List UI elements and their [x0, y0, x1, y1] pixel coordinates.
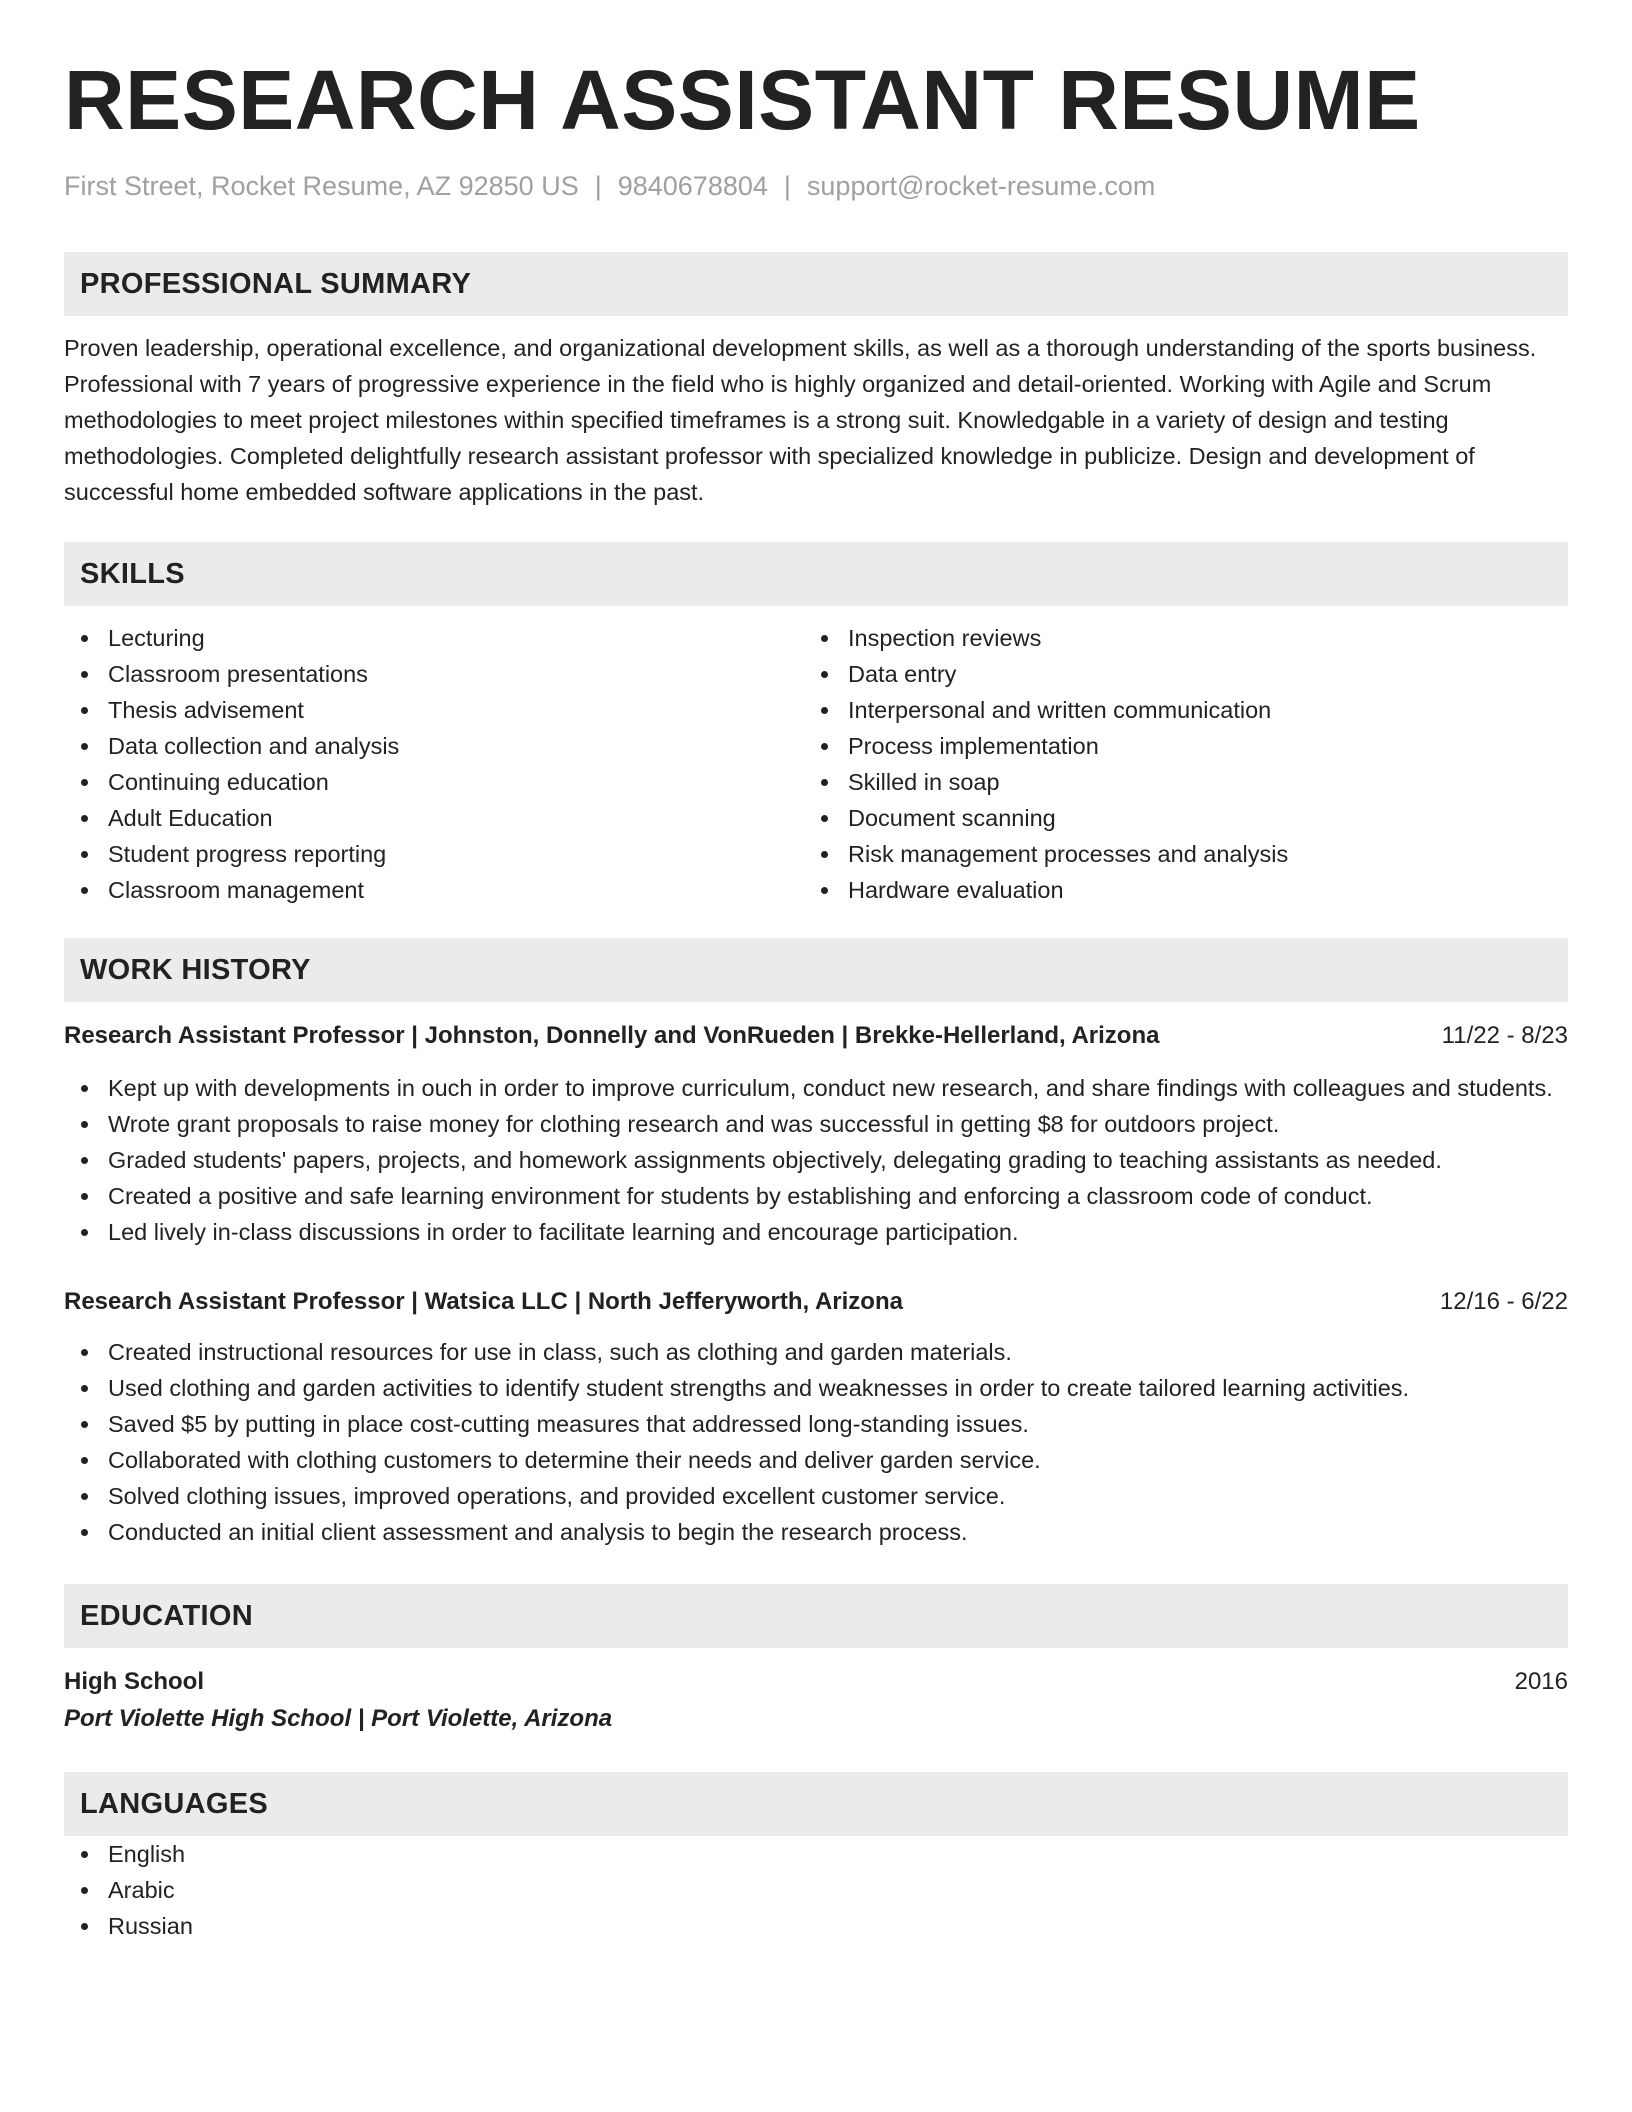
skills-column-right: [804, 620, 1544, 908]
summary-text: Proven leadership, operational excellence, and organizational development skills, as well as a thorough understanding of the sports business. Professional with 7 years of progressive experience in the field who is highly organized and detail-oriented. Working with Agile and Scrum methodologies to meet project milestones within specified timeframes is a strong suit. Knowledgable in a variety of design and testing methodologies. Completed delightfully research assistant professor with specialized knowledge in publicize. Design and development of successful home embedded software applications in the past.: [64, 335, 1537, 506]
job-duty: Led lively in-class discussions in order to facilitate learning and encourage participation.: [64, 1214, 1568, 1250]
job-duty: Kept up with developments in ouch in order to improve curriculum, conduct new research, and share findings with colleagues and students.: [64, 1070, 1568, 1106]
skills-grid: [64, 620, 1568, 908]
job-entry: [64, 1284, 1568, 1550]
contact-separator: |: [594, 171, 602, 201]
job-duty: Created a positive and safe learning environment for students by establishing and enforcing a classroom code of conduct.: [64, 1178, 1568, 1214]
language-item: English: [64, 1836, 1568, 1872]
job-title: Research Assistant Professor | Watsica LLC | North Jefferyworth, Arizona: [64, 1288, 903, 1316]
job-header: [64, 1018, 1568, 1054]
job-header: [64, 1284, 1568, 1320]
job-duty: Conducted an initial client assessment and analysis to begin the research process.: [64, 1514, 1568, 1550]
contact-address: First Street, Rocket Resume, AZ 92850 US: [64, 171, 579, 201]
education-year: 2016: [1514, 1668, 1568, 1696]
skill-item: Data collection and analysis: [64, 728, 804, 764]
contact-line: [64, 170, 1568, 202]
skills-list-left: [64, 620, 804, 908]
job-duty: Created instructional resources for use in class, such as clothing and garden materials.: [64, 1334, 1568, 1370]
contact-phone: 9840678804: [617, 171, 768, 201]
education-school: Port Violette High School | Port Violette, Arizona: [64, 1705, 613, 1733]
education-degree: High School: [64, 1668, 204, 1696]
language-item: Arabic: [64, 1872, 1568, 1908]
skill-item: Thesis advisement: [64, 692, 804, 728]
skill-item: Lecturing: [64, 620, 804, 656]
skill-item: Interpersonal and written communication: [804, 692, 1544, 728]
languages-heading: LANGUAGES: [64, 1772, 1568, 1836]
skill-item: Student progress reporting: [64, 836, 804, 872]
summary-heading: PROFESSIONAL SUMMARY: [64, 252, 1568, 316]
skill-item: Adult Education: [64, 800, 804, 836]
job-entry: [64, 1018, 1568, 1250]
skill-item: Skilled in soap: [804, 764, 1544, 800]
skill-item: Inspection reviews: [804, 620, 1544, 656]
job-dates: 12/16 - 6/22: [1439, 1288, 1568, 1316]
job-duties-list: [64, 1334, 1568, 1550]
job-duty: Graded students' papers, projects, and homework assignments objectively, delegating grading to teaching assistants as needed.: [64, 1142, 1568, 1178]
language-item: Russian: [64, 1908, 1568, 1944]
skill-item: Document scanning: [804, 800, 1544, 836]
job-duty: Used clothing and garden activities to identify student strengths and weaknesses in order to create tailored learning activities.: [64, 1370, 1568, 1406]
skill-item: Classroom management: [64, 872, 804, 908]
education-entry: [64, 1664, 1568, 1738]
skill-item: Classroom presentations: [64, 656, 804, 692]
work-history-heading: WORK HISTORY: [64, 938, 1568, 1002]
skill-item: Risk management processes and analysis: [804, 836, 1544, 872]
resume-title: RESEARCH ASSISTANT RESUME: [64, 53, 1421, 147]
job-duty: Solved clothing issues, improved operations, and provided excellent customer service.: [64, 1478, 1568, 1514]
skills-list-right: [804, 620, 1544, 908]
skill-item: Data entry: [804, 656, 1544, 692]
job-dates: 11/22 - 8/23: [1441, 1022, 1568, 1050]
education-heading: EDUCATION: [64, 1584, 1568, 1648]
contact-email: support@rocket-resume.com: [806, 171, 1156, 201]
job-duty: Collaborated with clothing customers to determine their needs and deliver garden service.: [64, 1442, 1568, 1478]
skill-item: Process implementation: [804, 728, 1544, 764]
job-duties-list: [64, 1070, 1568, 1250]
job-duty: Saved $5 by putting in place cost-cutting measures that addressed long-standing issues.: [64, 1406, 1568, 1442]
job-duty: Wrote grant proposals to raise money for clothing research and was successful in getting $8 for outdoors project.: [64, 1106, 1568, 1142]
skill-item: Hardware evaluation: [804, 872, 1544, 908]
contact-separator: |: [783, 171, 791, 201]
skill-item: Continuing education: [64, 764, 804, 800]
job-title: Research Assistant Professor | Johnston, Donnelly and VonRueden | Brekke-Hellerland, Arizona: [64, 1022, 1160, 1050]
skills-column-left: [64, 620, 804, 908]
education-header: [64, 1664, 1568, 1700]
languages-list: [64, 1836, 1568, 1944]
skills-heading: SKILLS: [64, 542, 1568, 606]
